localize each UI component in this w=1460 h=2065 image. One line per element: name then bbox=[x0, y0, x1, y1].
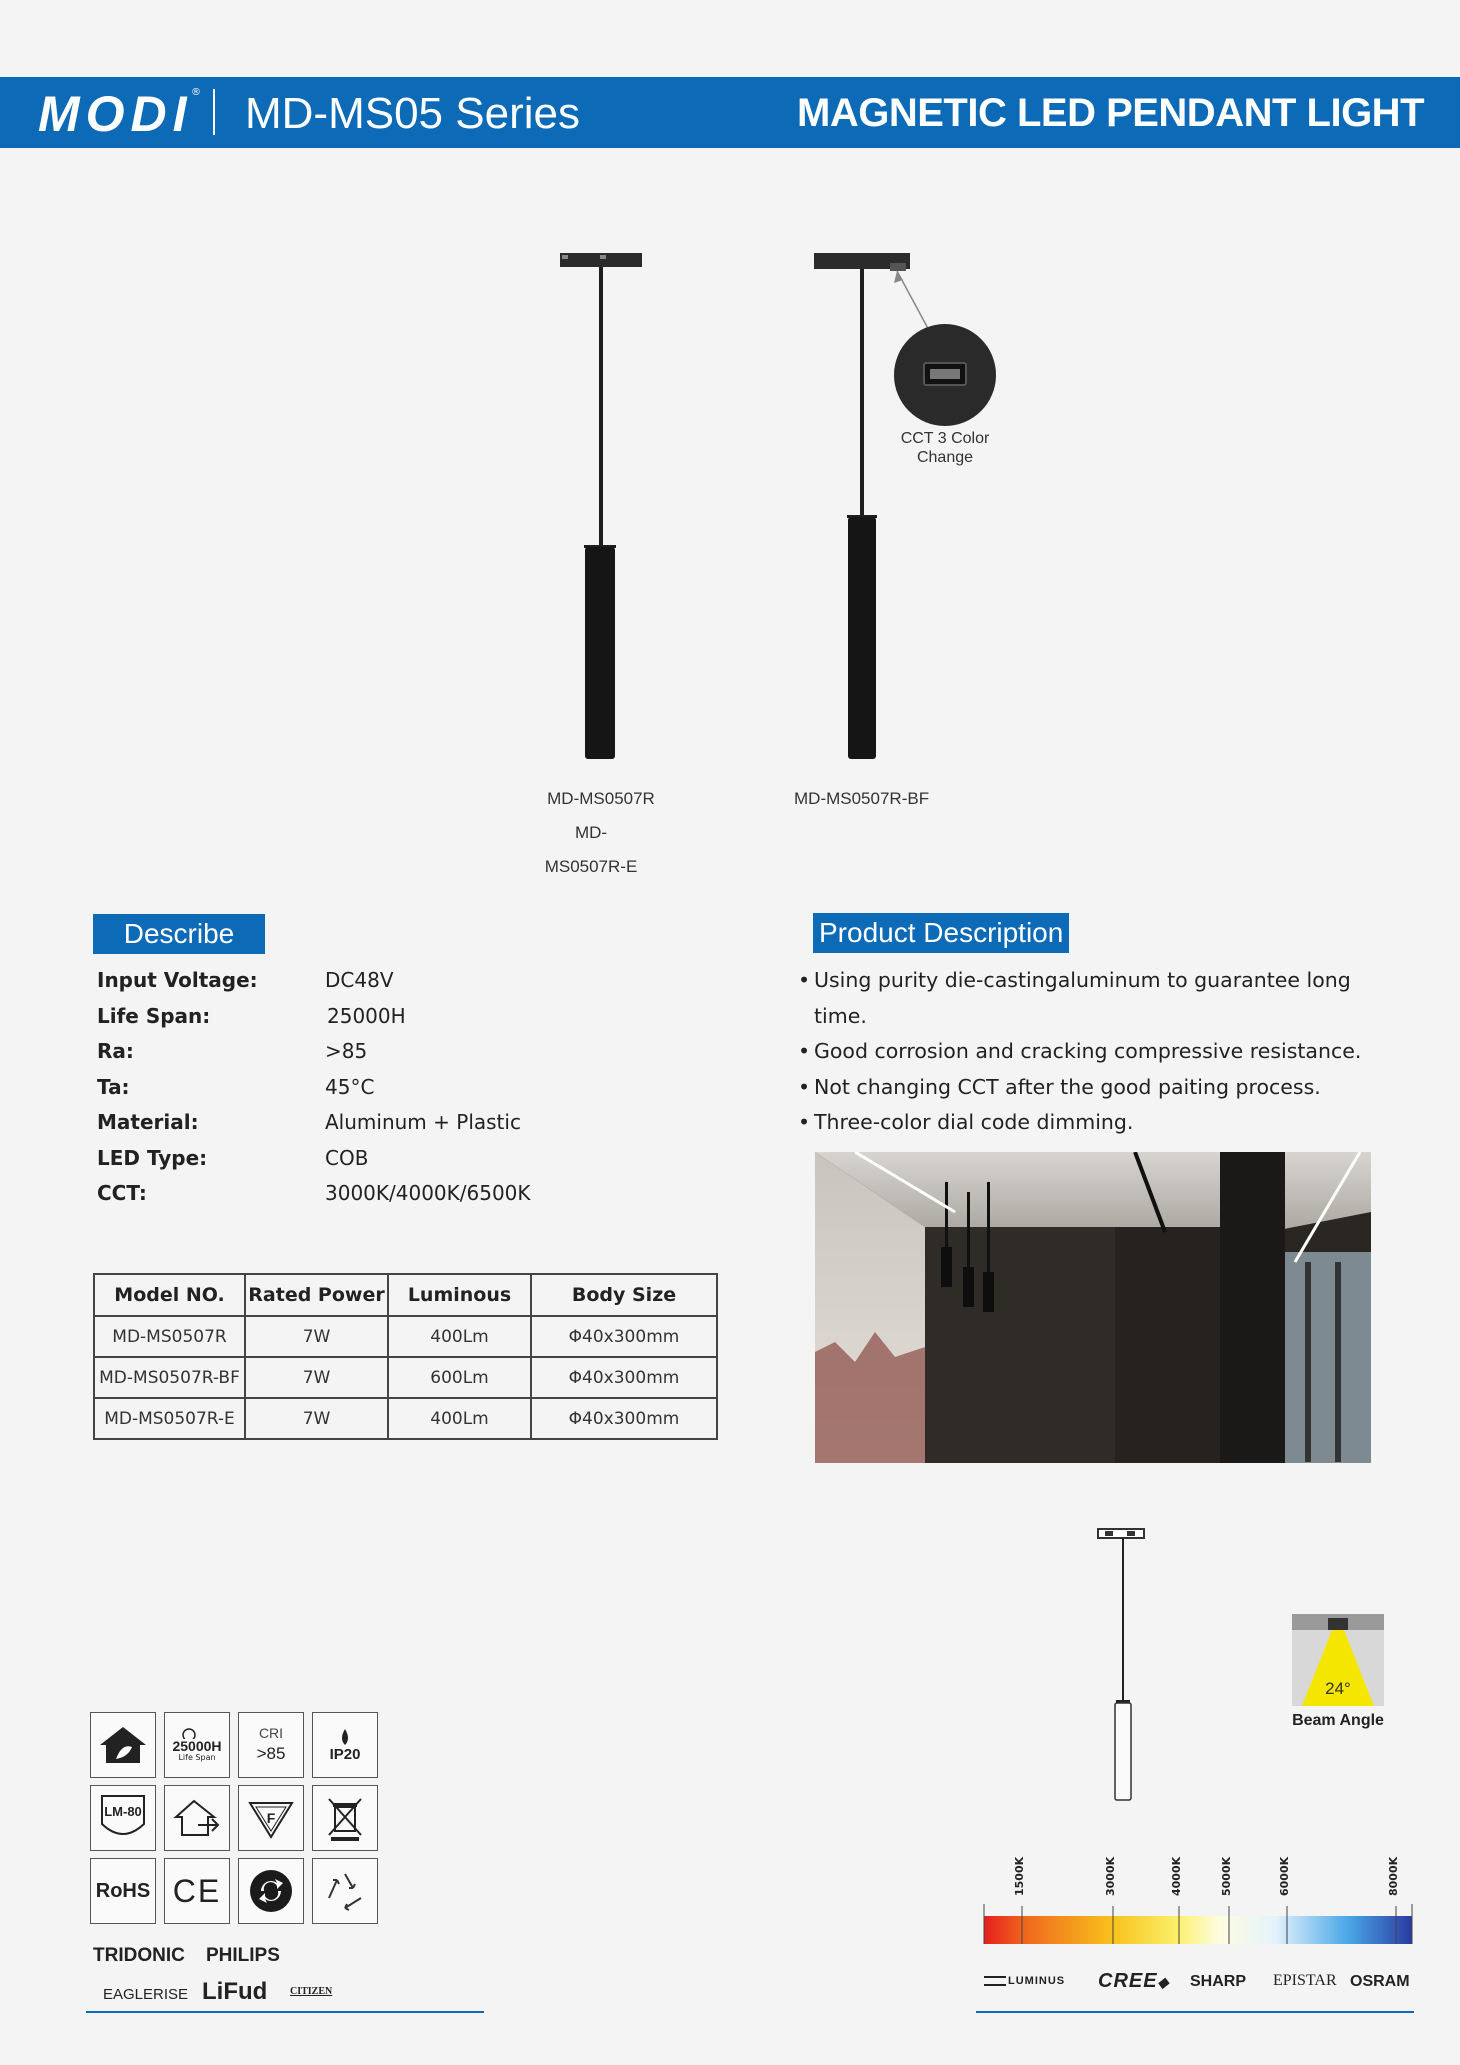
model-label: MD-MS0507R-E bbox=[544, 823, 638, 876]
brand-lifud: LiFud bbox=[202, 1978, 268, 2005]
cct-tick-label: 4000K bbox=[1170, 1856, 1183, 1896]
spec-value: COB bbox=[325, 1145, 369, 1170]
ce-icon-box: CE bbox=[164, 1858, 230, 1924]
ip-rating-label: IP20 bbox=[329, 1746, 361, 1763]
table-cell: 400Lm bbox=[388, 1398, 531, 1439]
brand-tridonic: TRIDONIC bbox=[93, 1945, 185, 1966]
room-photo bbox=[815, 1152, 1371, 1463]
spec-key: Ta: bbox=[97, 1074, 130, 1099]
brand-logo: MODI bbox=[38, 86, 193, 142]
svg-text:F: F bbox=[266, 1810, 276, 1826]
green-dot-icon-box bbox=[238, 1858, 304, 1924]
header-divider bbox=[213, 89, 215, 135]
callout-line: CCT 3 Color bbox=[900, 430, 990, 447]
table-header: Rated Power bbox=[245, 1274, 388, 1316]
table-cell: Φ40x300mm bbox=[531, 1357, 717, 1398]
table-cell: MD-MS0507R-BF bbox=[94, 1357, 245, 1398]
brand-eaglerise: EAGLERISE bbox=[103, 1986, 189, 2003]
brand-philips: PHILIPS bbox=[206, 1945, 280, 1966]
bullet-item: • Three-color dial code dimming. bbox=[798, 1105, 1398, 1141]
life-span-icon-box bbox=[164, 1712, 230, 1778]
brand-citizen: CITIZEN bbox=[290, 1986, 333, 1997]
header-bar bbox=[0, 77, 1460, 148]
spec-value: DC48V bbox=[325, 968, 394, 992]
indoor-icon-box bbox=[164, 1785, 230, 1851]
table-header: Body Size bbox=[531, 1274, 717, 1316]
page-title: MAGNETIC LED PENDANT LIGHT bbox=[797, 91, 1424, 135]
cct-tick-label: 1500K bbox=[1013, 1856, 1026, 1896]
callout-line: Change bbox=[916, 449, 974, 466]
spec-value: 25000H bbox=[327, 1003, 406, 1028]
table-cell: 7W bbox=[245, 1316, 388, 1357]
bullet-item: • Not changing CCT after the good paiting process. bbox=[798, 1070, 1398, 1106]
indoor-use-icon bbox=[172, 1795, 222, 1841]
spec-key: Life Span: bbox=[97, 1003, 211, 1028]
footer-rule-left bbox=[86, 2011, 484, 2013]
brand-sharp: SHARP bbox=[1190, 1973, 1247, 1990]
registered-mark: ® bbox=[191, 87, 201, 98]
pendant-illustration-bf bbox=[814, 253, 996, 759]
beam-angle-value: 24° bbox=[1325, 1679, 1351, 1698]
spec-key: Ra: bbox=[97, 1039, 134, 1063]
series-name: MD-MS05 Series bbox=[245, 89, 580, 138]
product-label-right: MD-MS0507R-BF bbox=[794, 789, 930, 808]
luminus-mark-icon bbox=[984, 1976, 1006, 1986]
brand-osram: OSRAM bbox=[1350, 1973, 1410, 1990]
recycle-icon bbox=[321, 1868, 369, 1914]
cct-color-bar bbox=[980, 1900, 1416, 1946]
table-cell: MD-MS0507R bbox=[94, 1316, 245, 1357]
pendant-illustration-standard bbox=[560, 253, 642, 759]
table-cell: 7W bbox=[245, 1357, 388, 1398]
table-row bbox=[94, 1316, 717, 1357]
describe-title: Describe bbox=[93, 914, 265, 954]
water-drop-icon bbox=[335, 1727, 355, 1747]
bullet-item: • Using purity die-castingaluminum to guarantee long time. bbox=[798, 963, 1398, 1034]
life-span-value: 25000H bbox=[172, 1738, 222, 1754]
f-mark-icon bbox=[246, 1795, 296, 1841]
cct-tick-label: 5000K bbox=[1220, 1856, 1233, 1896]
spec-value: Aluminum + Plastic bbox=[325, 1110, 521, 1134]
cct-callout-text bbox=[878, 429, 1012, 467]
spec-key: LED Type: bbox=[97, 1145, 208, 1170]
brand-luminus bbox=[984, 1975, 1065, 1987]
description-bullets bbox=[798, 963, 1398, 1141]
weee-bin-icon bbox=[323, 1793, 367, 1843]
table-header: Luminous bbox=[388, 1274, 531, 1316]
life-span-label: Life Span bbox=[178, 1753, 216, 1762]
green-dot-recycle-icon bbox=[247, 1867, 295, 1915]
beam-angle-icon bbox=[1292, 1614, 1384, 1706]
model-label: MD-MS0507R bbox=[547, 789, 655, 808]
cri-label: CRI bbox=[258, 1725, 284, 1741]
spec-key: Input Voltage: bbox=[97, 968, 258, 992]
cri-value: >85 bbox=[256, 1744, 286, 1763]
lm80-text: LM-80 bbox=[104, 1804, 142, 1819]
cct-tick-label: 6000K bbox=[1278, 1856, 1291, 1896]
spec-key: Material: bbox=[97, 1110, 199, 1134]
bullet-item: • Good corrosion and cracking compressive resistance. bbox=[798, 1034, 1398, 1070]
table-header: Model NO. bbox=[94, 1274, 245, 1316]
spec-key: CCT: bbox=[97, 1181, 147, 1205]
model-spec-table bbox=[93, 1273, 718, 1440]
rohs-icon-box: RoHS bbox=[90, 1858, 156, 1924]
pendant-line-drawing bbox=[1095, 1525, 1155, 1825]
beam-angle-label: Beam Angle bbox=[1292, 1712, 1384, 1729]
footer-rule-right bbox=[976, 2011, 1414, 2013]
table-cell: MD-MS0507R-E bbox=[94, 1398, 245, 1439]
home-icon-box bbox=[90, 1712, 156, 1778]
brand-cree-text: CREE bbox=[1098, 1970, 1158, 1992]
spec-value: >85 bbox=[325, 1039, 368, 1063]
ip-rating-icon-box bbox=[312, 1712, 378, 1778]
home-icon bbox=[98, 1723, 148, 1767]
table-header-row bbox=[94, 1274, 717, 1316]
product-illustrations bbox=[540, 245, 1020, 775]
cri-icon-box bbox=[238, 1712, 304, 1778]
brand-cree bbox=[1098, 1970, 1169, 1993]
brand-epistar: EPISTAR bbox=[1273, 1972, 1337, 1989]
table-cell: Φ40x300mm bbox=[531, 1398, 717, 1439]
table-cell: 600Lm bbox=[388, 1357, 531, 1398]
lm80-icon-box bbox=[90, 1785, 156, 1851]
product-description-title: Product Description bbox=[813, 913, 1069, 953]
table-cell: 400Lm bbox=[388, 1316, 531, 1357]
lm80-badge-icon bbox=[96, 1790, 150, 1846]
product-label-left bbox=[545, 782, 657, 884]
spec-value: 3000K/4000K/6500K bbox=[325, 1181, 531, 1205]
recycle-icon-box bbox=[312, 1858, 378, 1924]
cct-tick-label: 3000K bbox=[1104, 1856, 1117, 1896]
cct-tick-label: 8000K bbox=[1387, 1856, 1400, 1896]
spec-value: 45°C bbox=[325, 1074, 375, 1099]
table-cell: 7W bbox=[245, 1398, 388, 1439]
cree-mark-icon: ◆ bbox=[1157, 1974, 1170, 1990]
brand-luminus-text: LUMINUS bbox=[1008, 1975, 1066, 1987]
weee-icon-box bbox=[312, 1785, 378, 1851]
f-mark-icon-box bbox=[238, 1785, 304, 1851]
table-row bbox=[94, 1398, 717, 1439]
table-cell: Φ40x300mm bbox=[531, 1316, 717, 1357]
table-row bbox=[94, 1357, 717, 1398]
